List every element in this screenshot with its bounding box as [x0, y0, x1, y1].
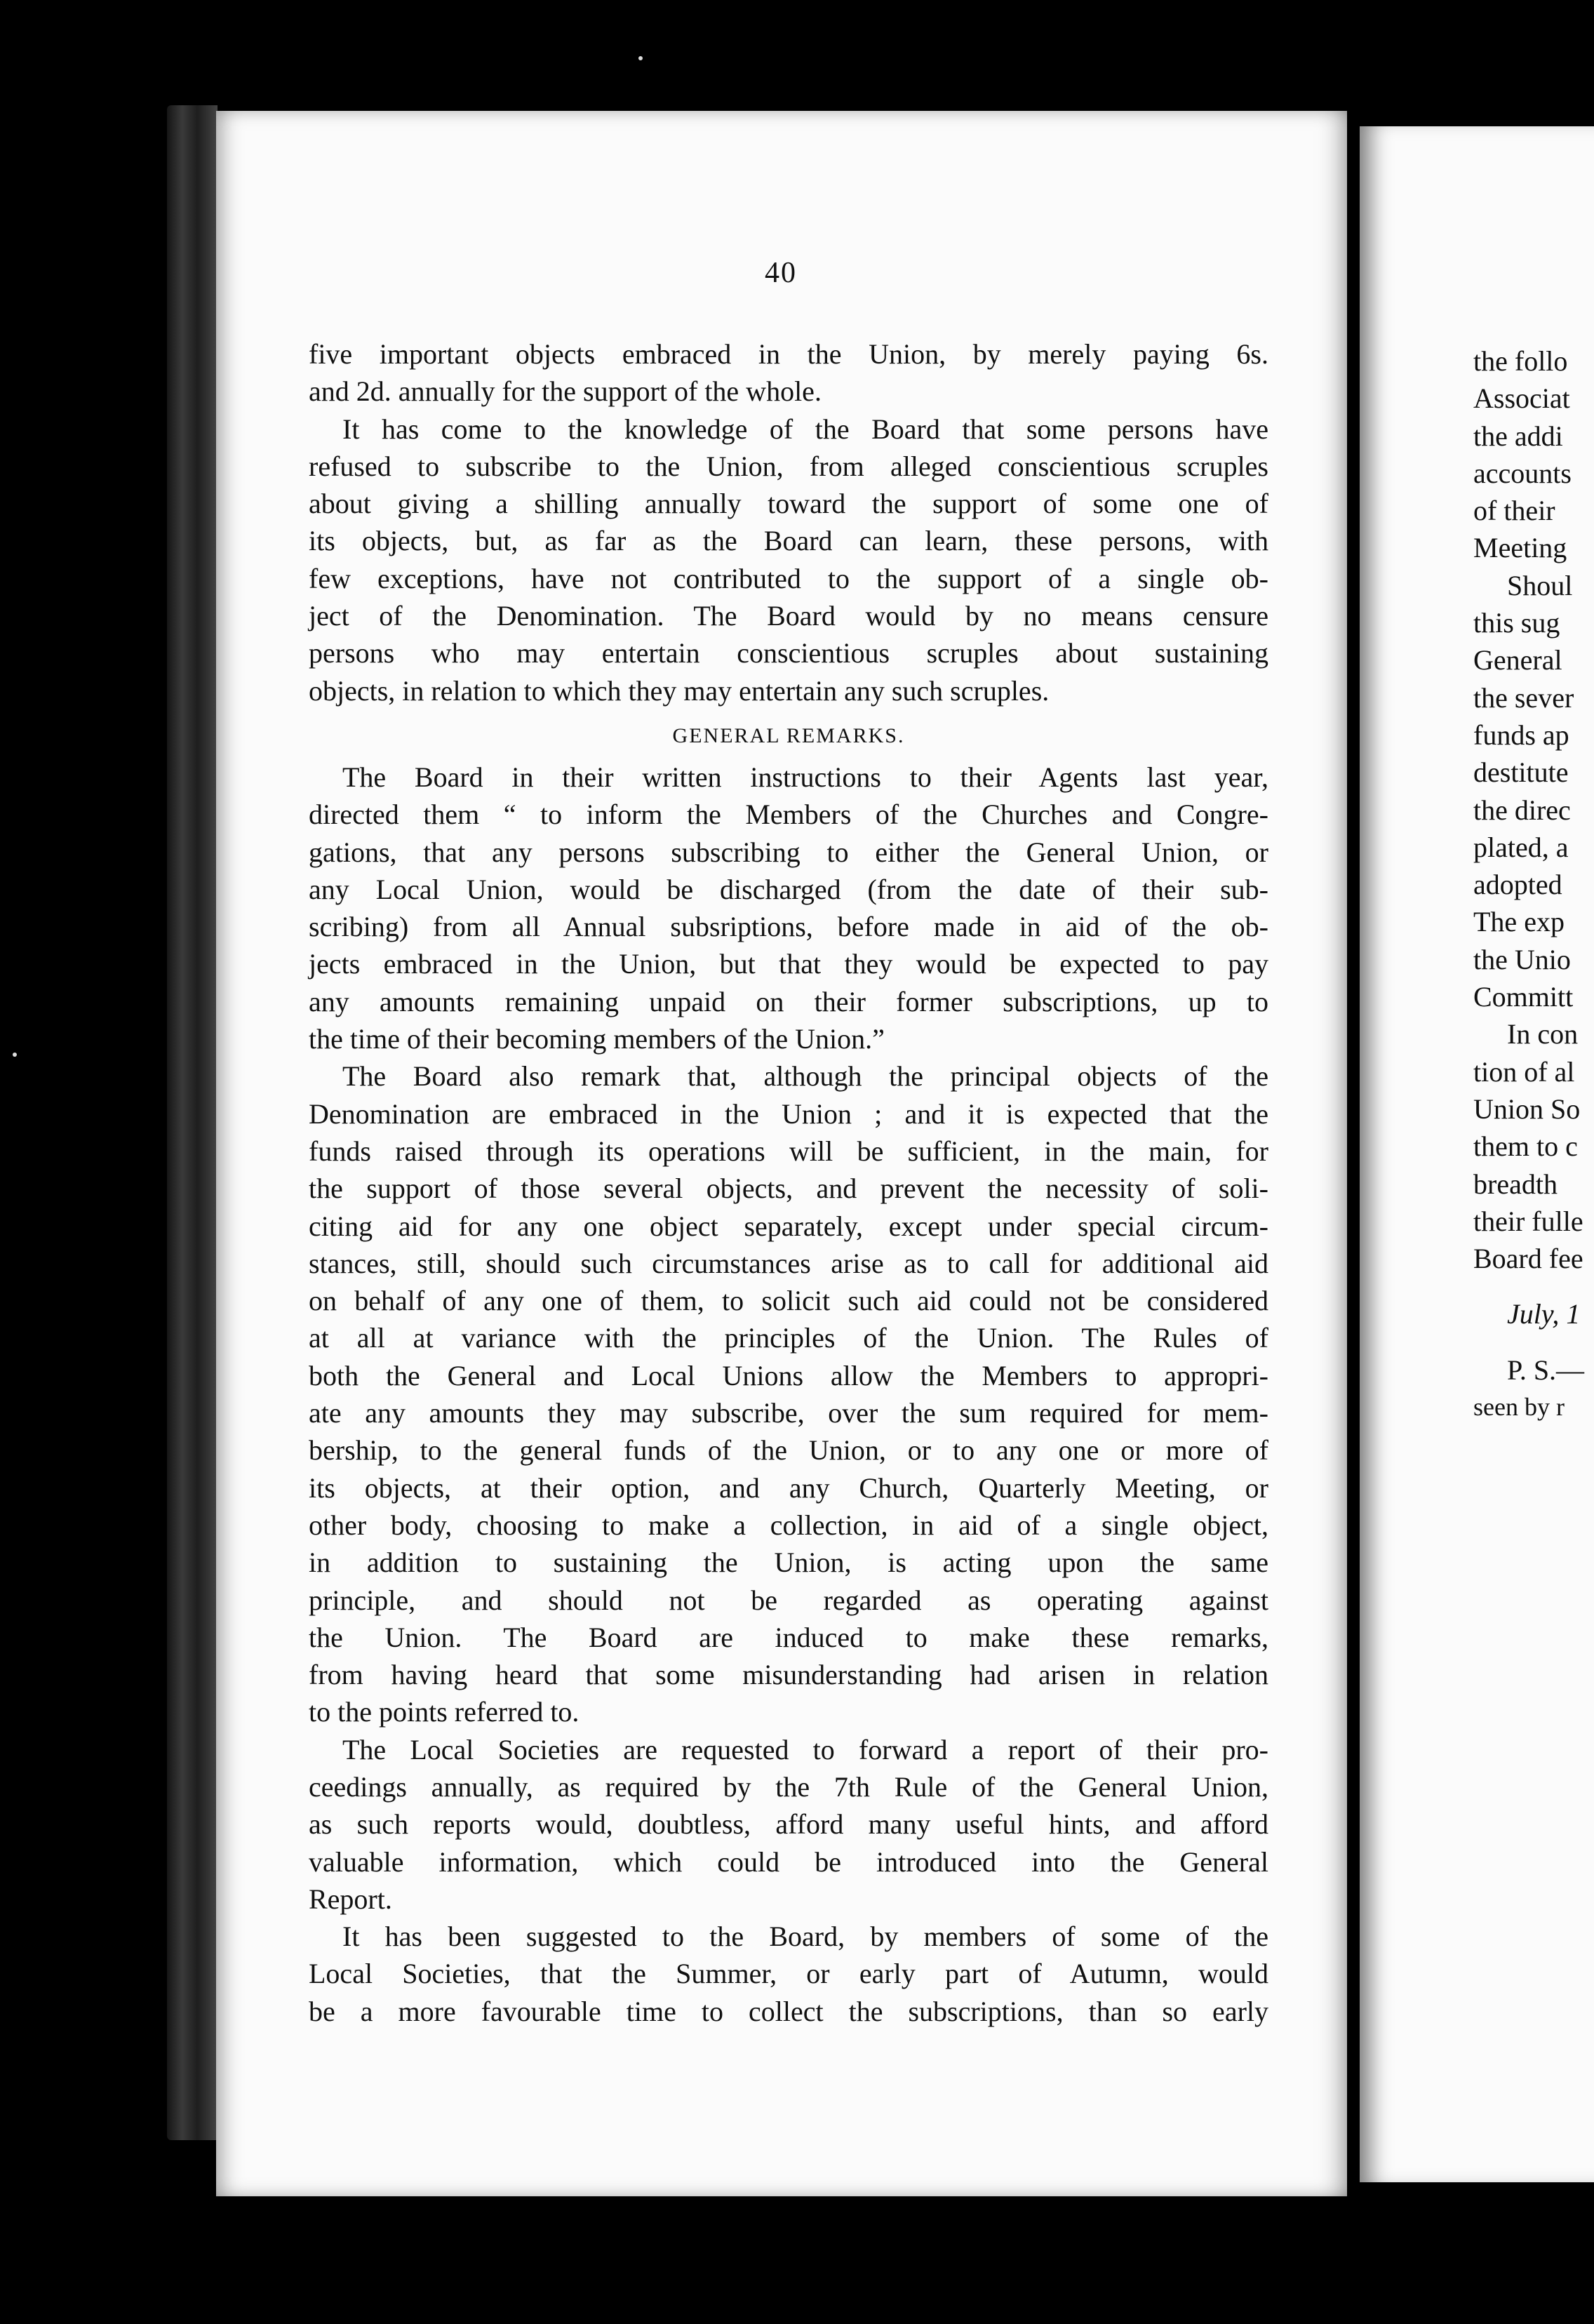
text-line: July, 1 — [1507, 1298, 1581, 1330]
text-line: refused to subscribe to the Union, from alleged conscientious scruples — [309, 450, 1268, 482]
dust-speck — [638, 56, 643, 60]
text-line: ject of the Denomination. The Board would by no means censure — [309, 600, 1268, 632]
text-line: In con — [1507, 1018, 1579, 1050]
text-line: Shoul — [1507, 569, 1573, 601]
text-line: the follo — [1473, 345, 1568, 377]
text-line: any Local Union, would be discharged (from the date of their sub- — [309, 873, 1268, 905]
text-line: both the General and Local Unions allow the Members to appropri- — [309, 1359, 1268, 1391]
text-line: The Board in their written instructions to their Agents last year, — [342, 761, 1268, 793]
left-page-text — [309, 335, 1268, 2030]
text-line: few exceptions, have not contributed to the support of a single ob- — [309, 562, 1268, 594]
text-line: other body, choosing to make a collection, in aid of a single object, — [309, 1509, 1268, 1541]
text-line: as such reports would, doubtless, afford many useful hints, and afford — [309, 1808, 1268, 1841]
text-line: the Union. The Board are induced to make these remarks, — [309, 1621, 1268, 1653]
text-line: jects embraced in the Union, but that they would be expected to pay — [309, 948, 1268, 980]
text-line: destitute — [1473, 756, 1569, 789]
text-line: and 2d. annually for the support of the whole. — [309, 375, 822, 408]
text-line: stances, still, should such circumstances arise as to call for additional aid — [309, 1247, 1268, 1279]
text-line: The exp — [1473, 906, 1565, 938]
text-line: P. S.— — [1507, 1354, 1585, 1386]
text-line: in addition to sustaining the Union, is acting upon the same — [309, 1547, 1268, 1579]
text-line: valuable information, which could be introduced into the General — [309, 1845, 1268, 1878]
right-page-text — [1473, 342, 1584, 1426]
text-line: its objects, but, as far as the Board can learn, these persons, with — [309, 525, 1268, 557]
text-line: the sever — [1473, 681, 1574, 714]
text-line: from having heard that some misunderstanding had arisen in relation — [309, 1659, 1268, 1691]
text-line: seen by r — [1473, 1393, 1565, 1422]
text-line: breadth — [1473, 1168, 1558, 1200]
text-line: at all at variance with the principles of the Union. The Rules of — [309, 1322, 1268, 1354]
text-line: Denomination are embraced in the Union ; and it is expected that the — [309, 1097, 1268, 1130]
text-line: to the points referred to. — [309, 1696, 580, 1728]
text-line: accounts — [1473, 457, 1572, 489]
text-line: The Board also remark that, although the principal objects of the — [342, 1060, 1268, 1093]
text-line: scribing) from all Annual subsriptions, before made in aid of the ob- — [309, 911, 1268, 943]
text-line: plated, a — [1473, 831, 1569, 863]
text-line: its objects, at their option, and any Church, Quarterly Meeting, or — [309, 1471, 1268, 1504]
text-line: citing aid for any one object separately, except under special circum- — [309, 1210, 1268, 1242]
text-line: ate any amounts they may subscribe, over the sum required for mem- — [309, 1397, 1268, 1429]
text-line: adopted — [1473, 869, 1562, 901]
text-line: General — [1473, 644, 1562, 676]
text-line: the support of those several objects, and prevent the necessity of soli- — [309, 1173, 1268, 1205]
text-line: the time of their becoming members of the Union.” — [309, 1023, 885, 1055]
text-line: It has been suggested to the Board, by members of some of the — [342, 1921, 1268, 1953]
page-gutter — [1347, 105, 1361, 2196]
section-heading: GENERAL REMARKS. — [672, 723, 905, 747]
text-line: Associat — [1473, 382, 1570, 415]
text-line: funds ap — [1473, 719, 1569, 751]
page-number: 40 — [765, 257, 797, 289]
book-binding — [167, 105, 217, 2140]
text-line: them to c — [1473, 1130, 1578, 1163]
text-line: on behalf of any one of them, to solicit such aid could not be considered — [309, 1285, 1268, 1317]
text-line: this sug — [1473, 607, 1560, 639]
text-line: ceedings annually, as required by the 7th Rule of the General Union, — [309, 1770, 1268, 1803]
text-line: persons who may entertain conscientious scruples about sustaining — [309, 637, 1268, 669]
text-line: their fulle — [1473, 1205, 1583, 1237]
text-line: the direc — [1473, 794, 1571, 826]
text-line: principle, and should not be regarded as operating against — [309, 1584, 1268, 1616]
dust-speck — [13, 1053, 17, 1057]
text-line: The Local Societies are requested to forward a report of their pro- — [342, 1733, 1268, 1765]
text-line: any amounts remaining unpaid on their former subscriptions, up to — [309, 985, 1268, 1017]
text-line: funds raised through its operations will be sufficient, in the main, for — [309, 1135, 1268, 1167]
text-line: of their — [1473, 495, 1555, 527]
text-line: objects, in relation to which they may entertain any such scruples. — [309, 674, 1050, 707]
text-line: bership, to the general funds of the Union, or to any one or more of — [309, 1434, 1268, 1467]
text-line: Board fee — [1473, 1243, 1583, 1275]
text-line: be a more favourable time to collect the subscriptions, than so early — [309, 1995, 1268, 2027]
text-line: about giving a shilling annually toward the support of some one of — [309, 488, 1268, 520]
text-line: five important objects embraced in the Union, by merely paying 6s. — [309, 338, 1268, 370]
text-line: Meeting — [1473, 532, 1567, 564]
text-line: the addi — [1473, 420, 1563, 452]
text-line: the Unio — [1473, 943, 1571, 975]
text-line: Committ — [1473, 981, 1574, 1013]
text-line: It has come to the knowledge of the Board that some persons have — [342, 413, 1268, 445]
text-line: directed them “ to inform the Members of the Churches and Congre- — [309, 799, 1268, 831]
text-line: Union So — [1473, 1093, 1581, 1125]
text-line: gations, that any persons subscribing to either the General Union, or — [309, 836, 1268, 868]
text-line: Report. — [309, 1883, 392, 1915]
text-line: Local Societies, that the Summer, or early part of Autumn, would — [309, 1958, 1268, 1990]
text-line: tion of al — [1473, 1055, 1575, 1088]
